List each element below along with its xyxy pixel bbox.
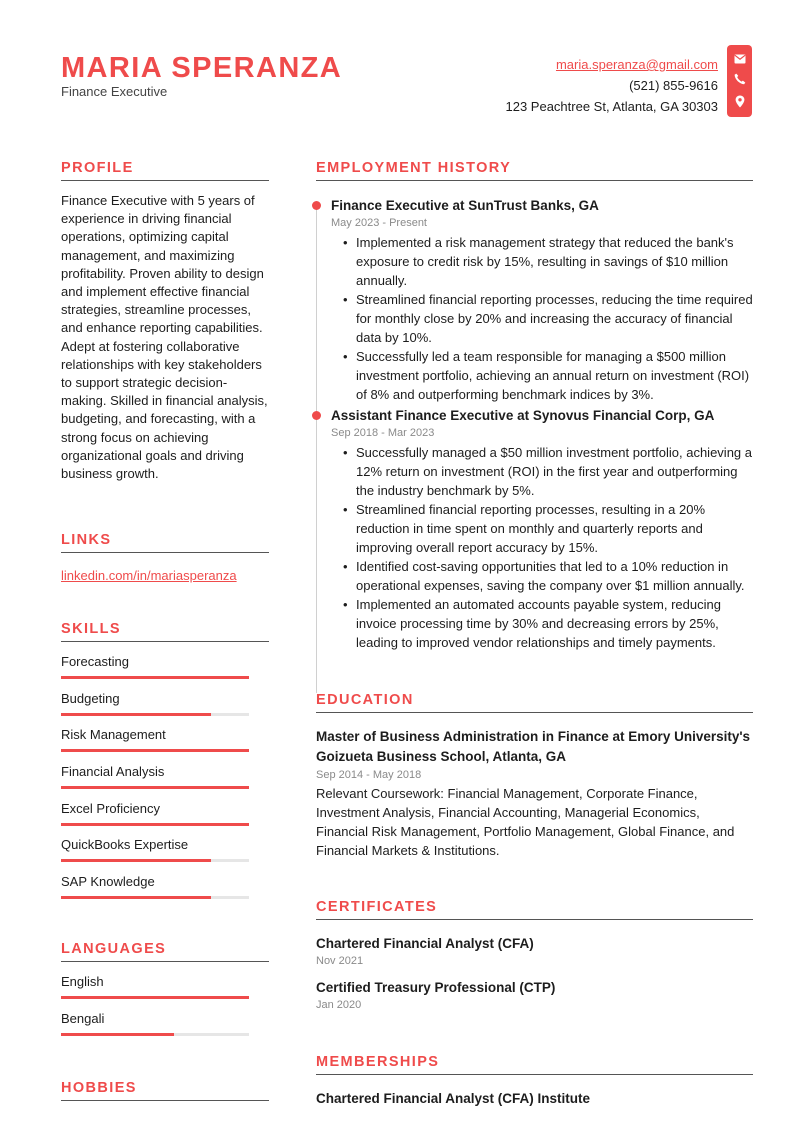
hobbies-heading: HOBBIES	[61, 1080, 269, 1101]
skill-item	[61, 801, 269, 826]
level-bar-fill	[61, 896, 211, 899]
level-bar-fill	[61, 749, 249, 752]
language-item	[61, 974, 269, 999]
employment-section	[316, 160, 753, 652]
languages-heading: LANGUAGES	[61, 941, 269, 962]
education-dates: Sep 2014 - May 2018	[316, 769, 422, 781]
language-name: English	[61, 974, 104, 989]
level-bar-fill	[61, 713, 211, 716]
address: 123 Peachtree St, Atlanta, GA 30303	[505, 99, 718, 114]
job-title: Assistant Finance Executive at Synovus Financial Corp, GA	[331, 408, 715, 423]
certificate-name: Certified Treasury Professional (CTP)	[316, 980, 556, 995]
certificate-item	[316, 935, 753, 969]
certificates-heading: CERTIFICATES	[316, 899, 753, 920]
level-bar-track	[61, 676, 249, 679]
skill-item	[61, 874, 269, 899]
job-bullet: • Successfully led a team responsible for managing a $500 million investment portfolio, achieving an annual return on investment (ROI) of 8% and outperforming benchmark indices by 3%.	[331, 347, 753, 404]
level-bar-track	[61, 1033, 249, 1036]
skill-item	[61, 764, 269, 789]
certificate-date: Jan 2020	[316, 999, 362, 1011]
email-link[interactable]: maria.speranza@gmail.com	[555, 57, 718, 72]
certificate-item	[316, 979, 753, 1013]
envelope-icon	[734, 54, 746, 64]
level-bar-track	[61, 823, 249, 826]
profile-section	[61, 160, 269, 483]
languages-list	[61, 974, 269, 1035]
employment-heading: EMPLOYMENT HISTORY	[316, 160, 753, 181]
level-bar-track	[61, 859, 249, 862]
languages-section	[61, 941, 269, 1035]
job-entry	[316, 407, 753, 652]
profile-text: Finance Executive with 5 years of experience in driving financial operations, optimizing capital management, and maximizing profitability. Proven ability to design and implement effective financial strategies, streamline processes, and enhance reporting capabilities. Adept at fostering collaborative relationships with key stakeholders to support strategic decision-making. Skilled in financial analysis, budgeting, and forecasting, with a strong focus on achieving organizational goals and driving business growth.	[61, 193, 268, 482]
phone-icon	[734, 73, 746, 85]
contact-block	[506, 54, 719, 117]
timeline-dot	[312, 201, 321, 210]
level-bar-track	[61, 896, 249, 899]
skill-name: Forecasting	[61, 654, 129, 669]
candidate-name: MARIA SPERANZA	[61, 52, 343, 84]
membership-item: Chartered Financial Analyst (CFA) Institute	[316, 1091, 591, 1106]
level-bar-fill	[61, 1033, 174, 1036]
level-bar-track	[61, 996, 249, 999]
skills-list	[61, 654, 269, 899]
memberships-heading: MEMBERSHIPS	[316, 1054, 753, 1075]
candidate-title: Finance Executive	[61, 84, 168, 99]
job-bullet: • Implemented a risk management strategy that reduced the bank's exposure to credit risk by 15%, resulting in savings of $10 million annually.	[331, 233, 753, 290]
education-degree: Master of Business Administration in Finance at Emory University's Goizueta Business School, Atlanta, GA	[316, 729, 751, 764]
skill-name: Excel Proficiency	[61, 800, 160, 816]
linkedin-link[interactable]: linkedin.com/in/mariasperanza	[61, 568, 237, 583]
job-bullets	[331, 233, 753, 404]
hobbies-section	[61, 1080, 269, 1101]
employment-timeline	[316, 197, 753, 652]
job-bullet: • Successfully managed a $50 million investment portfolio, achieving a 12% return on investment (ROI) in the first year and outperforming the industry benchmark by 5%.	[331, 443, 753, 500]
certificates-section	[316, 899, 753, 1013]
skills-section	[61, 621, 269, 899]
level-bar-track	[61, 749, 249, 752]
profile-heading: PROFILE	[61, 160, 269, 181]
skills-heading: SKILLS	[61, 621, 269, 642]
skill-item	[61, 727, 269, 752]
certificate-name: Chartered Financial Analyst (CFA)	[316, 936, 534, 951]
job-bullet: • Implemented an automated accounts payable system, reducing invoice processing time by 30% and decreasing errors by 25%, leading to improved vendor relationships and timely payments.	[331, 595, 753, 652]
skill-item	[61, 837, 269, 862]
job-dates: Sep 2018 - Mar 2023	[331, 427, 435, 439]
level-bar-track	[61, 713, 249, 716]
level-bar-fill	[61, 996, 249, 999]
skill-name: Budgeting	[61, 690, 120, 706]
skill-name: SAP Knowledge	[61, 874, 155, 890]
phone-number: (521) 855-9616	[629, 78, 718, 93]
education-heading: EDUCATION	[316, 692, 753, 713]
job-bullet: • Identified cost-saving opportunities that led to a 10% reduction in operational expenses, saving the company over $1 million annually.	[331, 557, 753, 595]
skill-item	[61, 654, 269, 679]
location-pin-icon	[735, 95, 745, 108]
links-heading: LINKS	[61, 532, 269, 553]
job-bullet: • Streamlined financial reporting processes, reducing the time required for monthly close by 20% and increasing the accuracy of financial data by 10%.	[331, 290, 753, 347]
contact-icon-bar	[727, 45, 752, 117]
job-bullets	[331, 443, 753, 652]
language-item	[61, 1011, 269, 1036]
language-name: Bengali	[61, 1010, 105, 1026]
job-title: Finance Executive at SunTrust Banks, GA	[331, 198, 599, 213]
education-description: Relevant Coursework: Financial Management, Corporate Finance, Investment Analysis, Financial Accounting, Managerial Economics, Financial Risk Management, Portfolio Management, Global Finance, and Financial Markets & Institutions.	[316, 786, 735, 858]
memberships-section	[316, 1054, 753, 1108]
education-section	[316, 692, 753, 860]
skill-item	[61, 691, 269, 716]
level-bar-track	[61, 786, 249, 789]
skill-name: QuickBooks Expertise	[61, 837, 189, 853]
certificate-date: Nov 2021	[316, 955, 364, 967]
level-bar-fill	[61, 823, 249, 826]
level-bar-fill	[61, 859, 211, 862]
job-entry	[316, 197, 753, 404]
skill-name: Financial Analysis	[61, 764, 165, 780]
skill-name: Risk Management	[61, 727, 166, 743]
job-bullet: • Streamlined financial reporting processes, resulting in a 20% reduction in time spent on monthly and quarterly reports and improving overall report accuracy by 15%.	[331, 500, 753, 557]
level-bar-fill	[61, 676, 249, 679]
links-section	[61, 532, 269, 583]
job-dates: May 2023 - Present	[331, 217, 427, 229]
timeline-dot	[312, 411, 321, 420]
level-bar-fill	[61, 786, 249, 789]
